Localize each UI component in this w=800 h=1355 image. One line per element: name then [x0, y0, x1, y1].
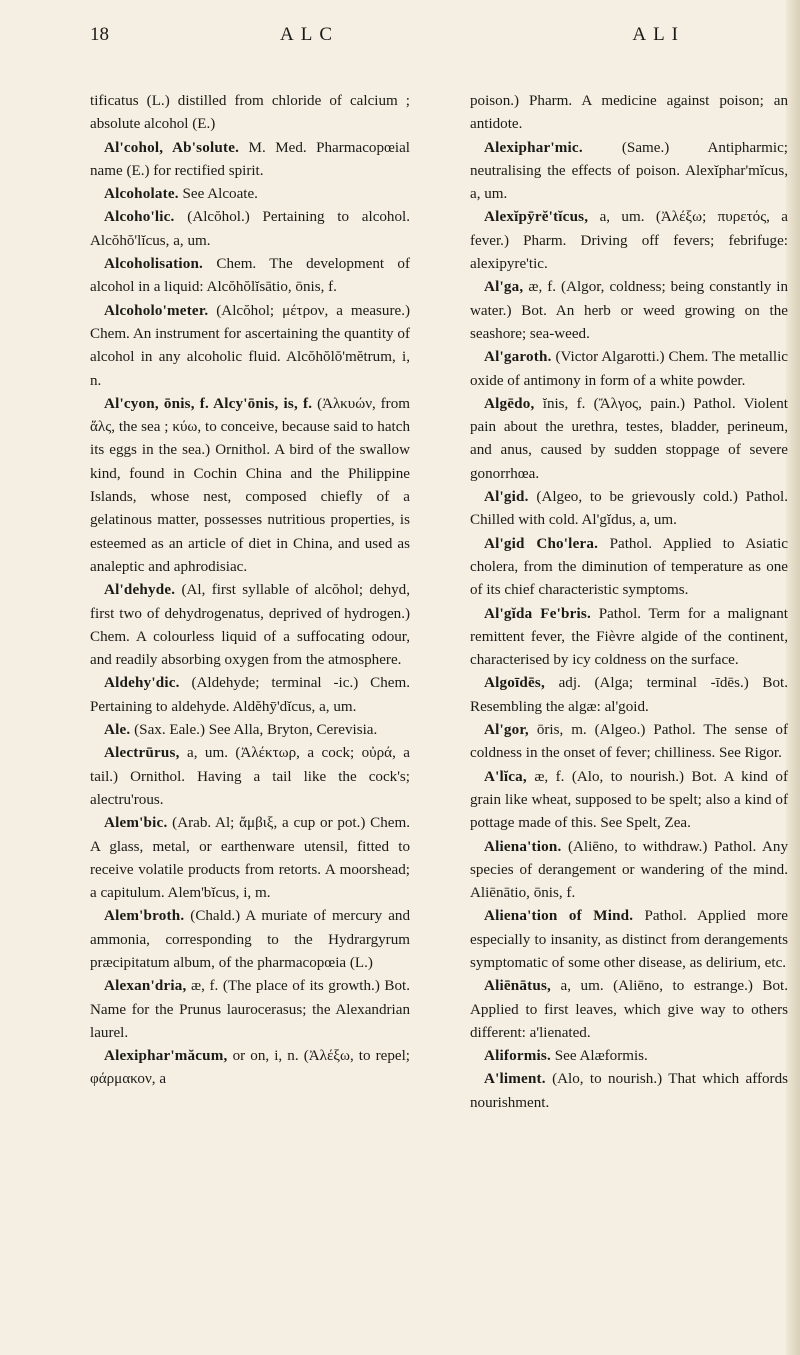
entry-definition: (Alcŏhol; μέτρον, a measure.) Chem. An instrument for ascertaining the quantity of alcohol in any alcoholic fluid. Alcŏhŏlŏ'mĕtrum, i, n. [90, 302, 410, 389]
entry-headword: Alcoholisation. [104, 256, 204, 273]
entry-headword: Al'gid. [484, 489, 529, 506]
dictionary-entry [470, 1068, 788, 1115]
entry-headword: Aliēnātus, [484, 978, 551, 995]
entry-definition: (Victor Algarotti.) Chem. The metallic oxide of antimony in form of a white powder. [470, 349, 788, 389]
dictionary-entry [90, 137, 410, 184]
entry-headword: A'lĭca, [484, 768, 527, 785]
entry-definition: (Alcŏhol.) Pertaining to alcohol. Alcŏhŏ'lĭcus, a, um. [90, 209, 410, 249]
entry-definition: (Al, first syllable of alcŏhol; dehyd, first two of dehydrogenatus, deprived of hydrogen.) Chem. A colourless liquid of a suffocating odour, and readily absorbing oxygen from the atmosphere. [90, 582, 410, 669]
dictionary-entry [470, 836, 788, 906]
dictionary-entry [90, 1045, 410, 1092]
dictionary-entry [90, 905, 410, 975]
dictionary-entry [90, 672, 410, 719]
entry-definition: (Algeo, to be grievously cold.) Pathol. Chilled with cold. Al'gĭdus, a, um. [470, 489, 788, 529]
entry-headword: Al'gid Cho'lera. [484, 535, 599, 552]
page-number: 18 [90, 24, 109, 45]
entry-definition: (Sax. Eale.) See Alla, Bryton, Cerevisia. [130, 722, 378, 739]
entry-definition: (Chald.) A muriate of mercury and ammonia, corresponding to the Hydrargyrum præcipitatum album, of the pharmacopœia (L.) [90, 908, 410, 971]
dictionary-entry [470, 975, 788, 1045]
entry-definition: Pathol. Term for a malignant remittent fever, the Fièvre algide of the continent, characterised by icy coldness on the surface. [470, 605, 788, 669]
guide-word-left: ALC [280, 24, 339, 45]
dictionary-entry [90, 742, 410, 812]
entry-definition: (Arab. Al; ἄμβιξ, a cup or pot.) Chem. A glass, metal, or earthenware utensil, fitted to receive volatile products from retorts. A moorshead; a capitulum. Alem'bĭcus, i, m. [90, 815, 410, 902]
entry-definition: (Ἀλκυών, from ἅλς, the sea ; κύω, to conceive, because said to hatch its eggs in the sea.) Ornithol. A bird of the swallow kind, found in Cochin China and the Philippine Islands, whose nest, composed chiefly of a gelatinous matter, possesses nutritious properties, is esteemed as an article of diet in China, and used as analeptic and aphrodisiac. [90, 395, 410, 575]
entry-headword: Alcoho'lic. [104, 209, 175, 226]
entry-definition: tificatus (L.) distilled from chloride of calcium ; absolute alcohol (E.) [90, 93, 410, 133]
entry-headword: Aliena'tion. [484, 838, 562, 855]
entry-definition: æ, f. (Alo, to nourish.) Bot. A kind of grain like wheat, supposed to be spelt; also a kind of pottage made of this. See Spelt, Zea. [470, 768, 788, 832]
entry-headword: Alem'bic. [104, 815, 168, 832]
entry-headword: Alcoholo'meter. [104, 302, 209, 319]
entry-definition: See Alcoate. [178, 186, 258, 203]
entry-headword: Alem'broth. [104, 908, 185, 925]
entry-headword: Algēdo, [484, 395, 535, 412]
entry-headword: Algoīdēs, [484, 675, 545, 692]
entry-headword: Al'garoth. [484, 349, 552, 366]
dictionary-entry [90, 183, 410, 206]
dictionary-entry [90, 253, 410, 300]
dictionary-entry [470, 766, 788, 836]
entry-definition: ōris, m. (Algeo.) Pathol. The sense of coldness in the onset of fever; chilliness. See Rigor. [470, 722, 788, 762]
entry-headword: Aliena'tion of Mind. [484, 908, 634, 925]
entry-definition: poison.) Pharm. A medicine against poison; an antidote. [470, 93, 788, 133]
dictionary-entry [90, 812, 410, 905]
dictionary-entry [470, 719, 788, 766]
entry-headword: Alexan'dria, [104, 978, 187, 995]
dictionary-entry [470, 1045, 788, 1068]
entry-definition: ĭnis, f. (Ἄλγος, pain.) Pathol. Violent pain about the urethra, testes, bladder, perineum, and anus, caused by sudden stoppage of severe gonorrhœa. [470, 395, 788, 482]
entry-headword: Al'gĭda Fe'bris. [484, 605, 591, 622]
entry-headword: Alectrūrus, [104, 745, 180, 762]
entry-headword: Aldehy'dic. [104, 675, 180, 692]
entry-definition: or on, i, n. (Ἀλέξω, to repel; φάρμακον, a [90, 1048, 410, 1088]
entry-headword: Alcoholate. [104, 186, 179, 203]
dictionary-entry [90, 975, 410, 1045]
dictionary-entry [90, 300, 410, 393]
dictionary-entry [470, 486, 788, 533]
running-header [90, 24, 710, 54]
dictionary-entry [90, 90, 410, 137]
entry-definition: Chem. The development of alcohol in a liquid: Alcŏhŏlĭsātio, ōnis, f. [90, 256, 410, 296]
entry-definition: See Alæformis. [550, 1048, 648, 1065]
entry-definition: a, um. (Ἀλέκτωρ, a cock; οὐρά, a tail.) Ornithol. Having a tail like the cock's; alectru'rous. [90, 745, 410, 808]
page-edge [786, 0, 800, 1355]
entry-headword: Al'cohol, Ab'solute. [104, 139, 240, 156]
entry-headword: Ale. [104, 722, 131, 739]
entry-headword: Al'gor, [484, 722, 529, 739]
entry-definition: Pathol. Applied to Asiatic cholera, from the diminution of temperature as one of its chief characteristic symptoms. [470, 535, 788, 599]
entry-definition: Pathol. Applied more especially to insanity, as distinct from derangements symptomatic of some other disease, as delirium, etc. [470, 908, 788, 971]
entry-headword: Al'cyon, ōnis, f. Alcy'ōnis, is, f. [104, 395, 313, 412]
dictionary-entry [470, 206, 788, 276]
entry-definition: (Aldehyde; terminal -ic.) Chem. Pertaining to aldehyde. Aldĕhȳ'dĭcus, a, um. [90, 675, 410, 715]
dictionary-entry [470, 276, 788, 346]
entry-headword: A'liment. [484, 1071, 546, 1088]
entry-headword: Aliformis. [484, 1048, 551, 1065]
dictionary-entry [90, 393, 410, 579]
entry-definition: (Aliēno, to withdraw.) Pathol. Any species of derangement or wandering of the mind. Aliēnātio, ōnis, f. [470, 838, 788, 902]
entry-definition: adj. (Alga; terminal -īdēs.) Bot. Resembling the algæ: al'goid. [470, 675, 788, 715]
entry-definition: æ, f. (The place of its growth.) Bot. Name for the Prunus laurocerasus; the Alexandrian laurel. [90, 978, 410, 1041]
dictionary-entry [470, 346, 788, 393]
guide-word-right: ALI [632, 24, 685, 45]
entry-definition: a, um. (Aliēno, to estrange.) Bot. Applied to first leaves, which give way to others different: a'lienated. [470, 978, 788, 1041]
dictionary-entry [470, 137, 788, 207]
dictionary-entry [470, 905, 788, 975]
entry-headword: Al'ga, [484, 279, 524, 296]
entry-definition: a, um. (Ἀλέξω; πυρετός, a fever.) Pharm. Driving off fevers; febrifuge: alexipyre'tic. [470, 209, 788, 273]
dictionary-entry [470, 393, 788, 486]
right-column [470, 90, 788, 1115]
left-column [90, 90, 410, 1092]
dictionary-entry [90, 206, 410, 253]
dictionary-entry [470, 533, 788, 603]
dictionary-entry [470, 90, 788, 137]
entry-headword: Alexĭpȳrĕ'tĭcus, [484, 209, 589, 226]
entry-definition: (Alo, to nourish.) That which affords nourishment. [470, 1071, 788, 1111]
dictionary-entry [90, 719, 410, 742]
entry-definition: æ, f. (Algor, coldness; being constantly in water.) Bot. An herb or weed growing on the seashore; sea-weed. [470, 279, 788, 342]
dictionary-entry [470, 672, 788, 719]
dictionary-entry [90, 579, 410, 672]
entry-definition: M. Med. Pharmacopœial name (E.) for rectified spirit. [90, 139, 410, 179]
entry-headword: Alexiphar'măcum, [104, 1048, 228, 1065]
dictionary-entry [470, 603, 788, 673]
entry-headword: Alexiphar'mic. [484, 139, 583, 156]
entry-definition: (Same.) Antipharmic; neutralising the effects of poison. Alexĭphar'mĭcus, a, um. [470, 139, 788, 203]
entry-headword: Al'dehyde. [104, 582, 176, 599]
